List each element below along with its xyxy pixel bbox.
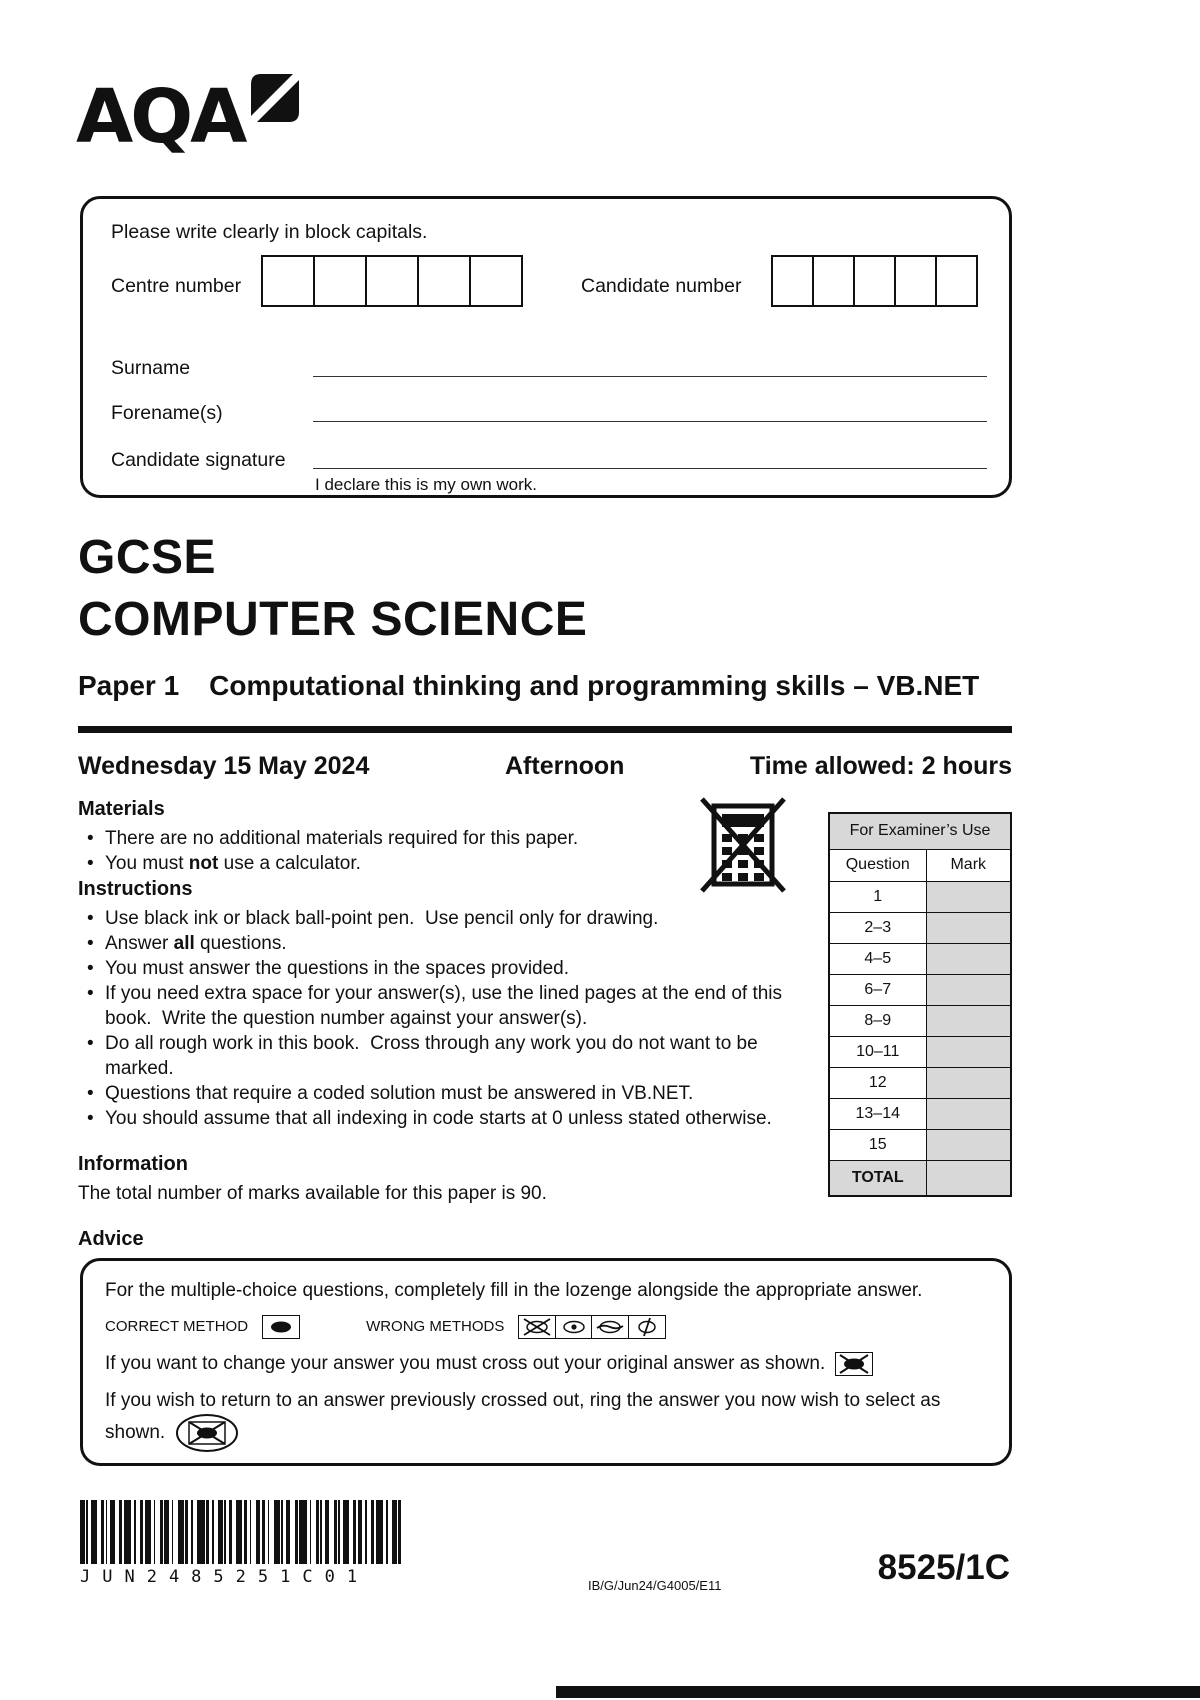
candidate-number-cell[interactable] bbox=[935, 255, 978, 307]
session-row bbox=[78, 752, 1012, 781]
mark-cell[interactable] bbox=[926, 974, 1011, 1005]
materials-item-text: There are no additional materials required for this paper. bbox=[105, 828, 579, 849]
wrong-lozenge-slashed-icon bbox=[628, 1315, 666, 1339]
centre-number-cell[interactable] bbox=[365, 255, 419, 307]
wrong-lozenge-icons bbox=[518, 1315, 666, 1339]
candidate-details-box bbox=[80, 196, 1012, 498]
instruction-text: If you need extra space for your answer(s), use the lined pages at the end of this book. Write the question number against your answer(s). bbox=[105, 983, 788, 1029]
instruction-bold: all bbox=[173, 933, 195, 954]
instruction-item bbox=[78, 1081, 803, 1106]
question-range: 13–14 bbox=[829, 1098, 926, 1129]
examiner-row bbox=[829, 1067, 1011, 1098]
paper-title bbox=[78, 670, 979, 702]
footer-reference: IB/G/Jun24/G4005/E11 bbox=[588, 1578, 722, 1593]
ringed-answer-icon bbox=[175, 1413, 239, 1453]
instruction-item bbox=[78, 1106, 803, 1131]
exam-date: Wednesday 15 May 2024 bbox=[78, 752, 370, 780]
instruction-text: Answer bbox=[105, 933, 174, 954]
total-label: TOTAL bbox=[829, 1160, 926, 1196]
forenames-input-line[interactable] bbox=[313, 396, 987, 422]
barcode-text: JUN2485251C01 bbox=[80, 1567, 370, 1587]
signature-label: Candidate signature bbox=[111, 449, 286, 471]
block-capitals-instruction: Please write clearly in block capitals. bbox=[111, 221, 428, 243]
information-text: The total number of marks available for this paper is 90. bbox=[78, 1183, 547, 1204]
instruction-text: Do all rough work in this book. Cross through any work you do not want to be marked. bbox=[105, 1033, 763, 1079]
question-range: 6–7 bbox=[829, 974, 926, 1005]
examiner-row bbox=[829, 1036, 1011, 1067]
advice-line-3-text: If you wish to return to an answer previously crossed out, ring the answer you now wish to select as shown. bbox=[105, 1390, 941, 1444]
examiner-row bbox=[829, 1098, 1011, 1129]
surname-input-line[interactable] bbox=[313, 351, 987, 377]
information-heading: Information bbox=[78, 1153, 188, 1175]
bottom-edge-bar bbox=[556, 1686, 1200, 1698]
barcode bbox=[80, 1500, 404, 1587]
instruction-item bbox=[78, 956, 803, 981]
barcode-bars bbox=[80, 1500, 404, 1564]
lozenge-methods-row bbox=[105, 1315, 987, 1339]
instruction-text: You should assume that all indexing in code starts at 0 unless stated otherwise. bbox=[105, 1108, 772, 1129]
advice-line-2 bbox=[105, 1352, 987, 1376]
divider-rule bbox=[78, 726, 1012, 733]
mark-cell[interactable] bbox=[926, 912, 1011, 943]
wrong-lozenge-dotted-icon bbox=[555, 1315, 593, 1339]
materials-heading: Materials bbox=[78, 798, 165, 820]
centre-number-label: Centre number bbox=[111, 275, 242, 297]
paper-label: Paper 1 bbox=[78, 670, 180, 701]
exam-session: Afternoon bbox=[505, 752, 625, 780]
centre-number-cells bbox=[261, 255, 523, 307]
subject-title: COMPUTER SCIENCE bbox=[78, 593, 588, 646]
mark-cell[interactable] bbox=[926, 1129, 1011, 1160]
declaration-text: I declare this is my own work. bbox=[315, 475, 538, 494]
question-range: 15 bbox=[829, 1129, 926, 1160]
mark-cell[interactable] bbox=[926, 1005, 1011, 1036]
advice-line-2-text: If you want to change your answer you must cross out your original answer as shown. bbox=[105, 1353, 826, 1375]
advice-line-3 bbox=[105, 1389, 987, 1453]
materials-item-bold: not bbox=[188, 853, 219, 874]
materials-list bbox=[78, 826, 803, 876]
materials-item-text: You must bbox=[105, 853, 189, 874]
question-range: 1 bbox=[829, 881, 926, 912]
instruction-item bbox=[78, 1031, 803, 1081]
correct-method-label: CORRECT METHOD bbox=[105, 1318, 249, 1335]
mark-cell[interactable] bbox=[926, 1067, 1011, 1098]
crossed-out-answer-icon bbox=[835, 1352, 873, 1376]
instruction-text: Use black ink or black ball-point pen. Use pencil only for drawing. bbox=[105, 908, 659, 929]
instructions-section bbox=[78, 878, 803, 1131]
instructions-list bbox=[78, 906, 803, 1131]
advice-line-1: For the multiple-choice questions, completely fill in the lozenge alongside the appropriate answer. bbox=[105, 1280, 923, 1301]
paper-subtitle: Computational thinking and programming skills – VB.NET bbox=[209, 670, 980, 701]
materials-item bbox=[78, 851, 803, 876]
wrong-lozenge-scribble-icon bbox=[591, 1315, 629, 1339]
question-column-header: Question bbox=[829, 849, 926, 881]
mark-cell[interactable] bbox=[926, 943, 1011, 974]
forenames-label: Forename(s) bbox=[111, 402, 223, 424]
candidate-number-cell[interactable] bbox=[894, 255, 937, 307]
examiner-row bbox=[829, 881, 1011, 912]
examiner-table bbox=[828, 812, 1012, 1197]
instruction-text: questions. bbox=[194, 933, 287, 954]
question-range: 10–11 bbox=[829, 1036, 926, 1067]
mark-cell[interactable] bbox=[926, 1098, 1011, 1129]
information-section bbox=[78, 1153, 803, 1206]
no-calculator-icon bbox=[698, 796, 788, 894]
question-range: 2–3 bbox=[829, 912, 926, 943]
aqa-logo-text: AQA bbox=[76, 74, 245, 160]
candidate-number-cell[interactable] bbox=[812, 255, 855, 307]
paper-code: 8525/1C bbox=[877, 1548, 1010, 1587]
centre-number-cell[interactable] bbox=[313, 255, 367, 307]
aqa-logo bbox=[76, 74, 301, 160]
examiner-table-title: For Examiner’s Use bbox=[829, 813, 1011, 849]
wrong-lozenge-crossed-icon bbox=[518, 1315, 556, 1339]
question-range: 12 bbox=[829, 1067, 926, 1098]
aqa-leaf-icon bbox=[249, 72, 301, 124]
candidate-number-cell[interactable] bbox=[771, 255, 814, 307]
wrong-methods-label: WRONG METHODS bbox=[366, 1318, 505, 1335]
instruction-text: You must answer the questions in the spaces provided. bbox=[105, 958, 570, 979]
instruction-item bbox=[78, 981, 803, 1031]
mark-cell[interactable] bbox=[926, 881, 1011, 912]
mark-column-header: Mark bbox=[926, 849, 1011, 881]
instruction-item bbox=[78, 931, 803, 956]
correct-lozenge-icon bbox=[262, 1315, 300, 1339]
signature-input-line[interactable] bbox=[313, 443, 987, 469]
instruction-text: Questions that require a coded solution must be answered in VB.NET. bbox=[105, 1083, 694, 1104]
instruction-item bbox=[78, 906, 803, 931]
mark-cell[interactable] bbox=[926, 1036, 1011, 1067]
surname-label: Surname bbox=[111, 357, 191, 379]
question-range: 8–9 bbox=[829, 1005, 926, 1036]
materials-item-text: use a calculator. bbox=[218, 853, 361, 874]
examiner-row bbox=[829, 912, 1011, 943]
centre-number-cell[interactable] bbox=[417, 255, 471, 307]
examiner-row bbox=[829, 974, 1011, 1005]
materials-section bbox=[78, 798, 803, 876]
centre-number-cell[interactable] bbox=[469, 255, 523, 307]
examiner-total-row bbox=[829, 1160, 1011, 1196]
total-mark-cell[interactable] bbox=[926, 1160, 1011, 1196]
candidate-number-cell[interactable] bbox=[853, 255, 896, 307]
examiner-row bbox=[829, 1129, 1011, 1160]
time-allowed: Time allowed: 2 hours bbox=[749, 752, 1012, 780]
examiner-row bbox=[829, 1005, 1011, 1036]
centre-number-cell[interactable] bbox=[261, 255, 315, 307]
candidate-number-label: Candidate number bbox=[581, 275, 742, 297]
question-range: 4–5 bbox=[829, 943, 926, 974]
materials-item bbox=[78, 826, 803, 851]
examiner-row bbox=[829, 943, 1011, 974]
qualification-title: GCSE bbox=[78, 531, 217, 584]
advice-heading: Advice bbox=[78, 1228, 144, 1250]
candidate-number-cells bbox=[771, 255, 978, 307]
advice-box bbox=[80, 1258, 1012, 1466]
instructions-heading: Instructions bbox=[78, 878, 193, 900]
